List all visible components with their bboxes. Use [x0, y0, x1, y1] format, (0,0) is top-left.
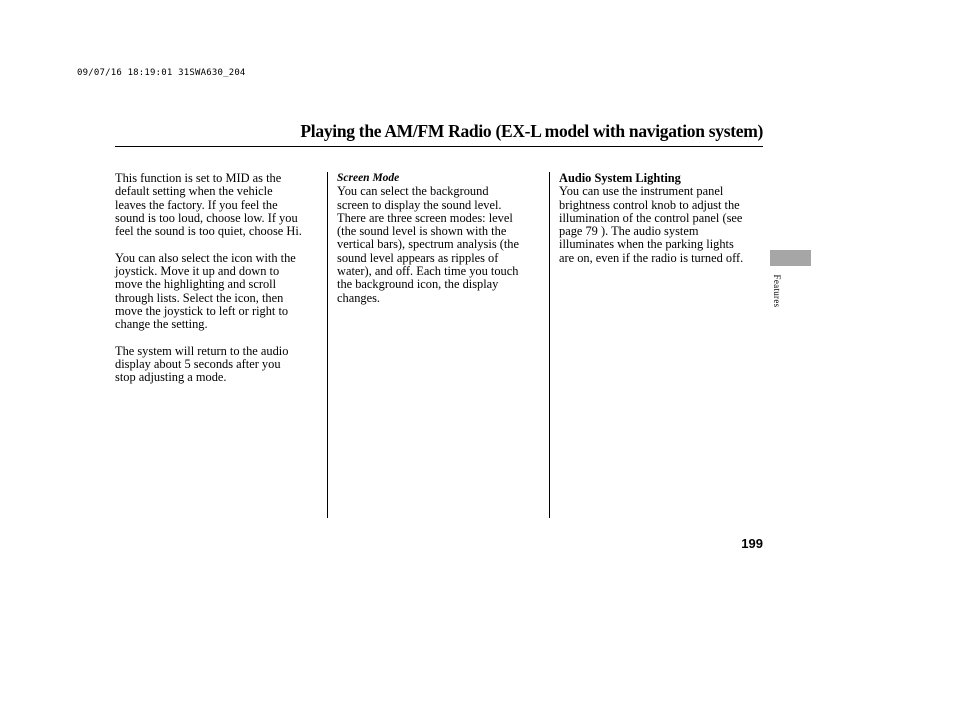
left-column — [115, 172, 323, 385]
section-label: Features — [772, 274, 782, 308]
column-divider-2 — [549, 172, 550, 518]
audio-lighting-body: You can use the instrument panel brightness control knob to adjust the illumination of the control panel (see page 79 ). The audio system illuminates when the parking lights are on, even if the radio is turned off. — [559, 184, 744, 265]
right-column — [559, 172, 764, 265]
section-tab — [770, 250, 811, 266]
audio-lighting-heading: Audio System Lighting — [559, 171, 681, 185]
title-underline — [115, 146, 763, 147]
screen-mode-body: You can select the background screen to display the sound level. There are three screen modes: level (the sound level is shown with the vertical bars), spectrum analysis (the sound level appears as ripples of water), and off. Each time you touch the background icon, the display changes. — [337, 184, 520, 305]
left-paragraph-3: The system will return to the audio display about 5 seconds after you stop adjusting a mode. — [115, 343, 289, 385]
screen-mode-heading: Screen Mode — [337, 172, 400, 184]
page-title: Playing the AM/FM Radio (EX-L model with navigation system) — [300, 121, 763, 141]
column-divider-1 — [327, 172, 328, 518]
page-number: 199 — [741, 536, 763, 551]
print-timestamp: 09/07/16 18:19:01 31SWA630_204 — [77, 68, 246, 78]
left-paragraph-2: You can also select the icon with the joystick. Move it up and down to move the highlighting and scroll through lists. Select the icon, then move the joystick to left or right to change the setting. — [115, 250, 296, 332]
middle-column — [337, 172, 545, 305]
left-paragraph-1: This function is set to MID as the default setting when the vehicle leaves the factory. If you feel the sound is too loud, choose low. If you feel the sound is too quiet, choose Hi. — [115, 171, 302, 239]
